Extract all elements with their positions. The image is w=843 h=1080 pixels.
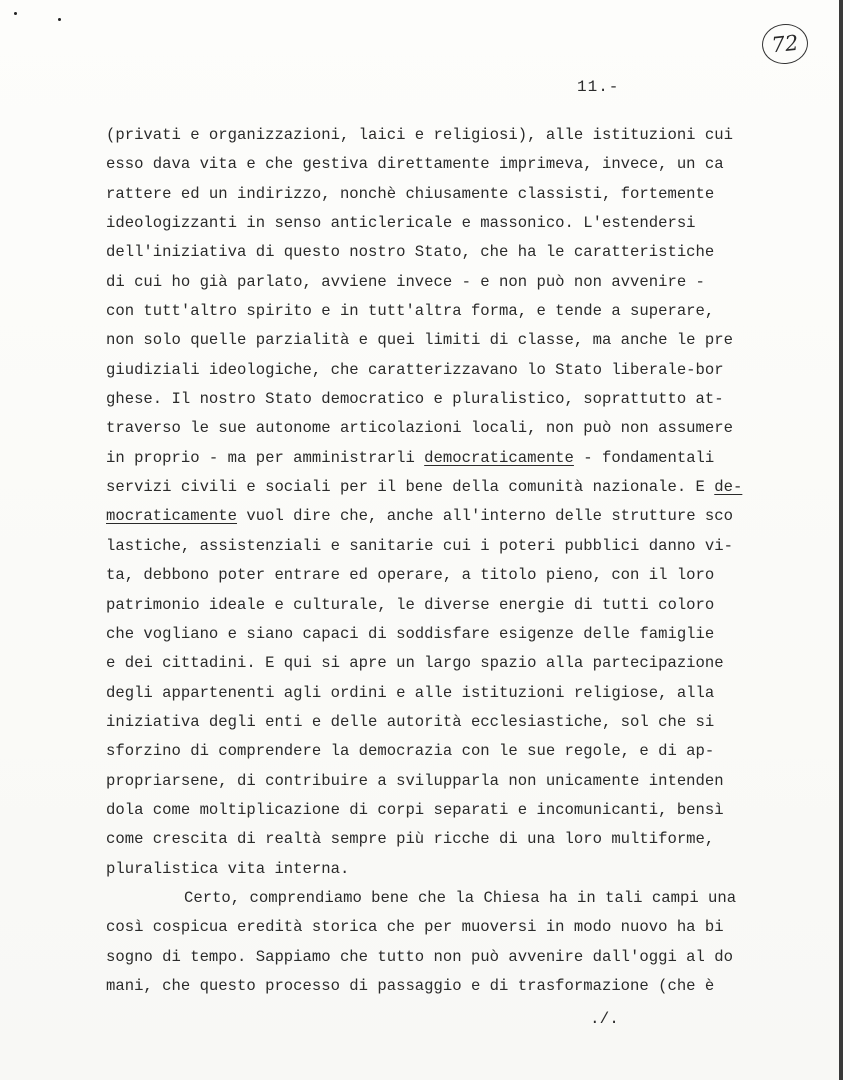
text-segment: come crescita di realtà sempre più ricche di una loro multiforme, [106, 830, 715, 849]
text-line [106, 591, 796, 620]
text-line [106, 796, 796, 825]
text-line [106, 326, 796, 355]
text-line [106, 150, 796, 179]
text-segment: dola come moltiplicazione di corpi separati e incomunicanti, bensì [106, 800, 724, 819]
text-line [106, 268, 796, 297]
text-line [106, 238, 796, 267]
scan-speck [58, 18, 61, 21]
text-segment: degli appartenenti agli ordini e alle istituzioni religiose, alla [106, 683, 715, 702]
text-segment: servizi civili e sociali per il bene della comunità nazionale. E [106, 478, 715, 497]
text-line [106, 561, 796, 590]
page-number: 11.- [577, 78, 620, 96]
text-segment: dell'iniziativa di questo nostro Stato, che ha le caratteristiche [106, 243, 715, 262]
text-segment: Certo, comprendiamo bene che la Chiesa ha in tali campi una [184, 888, 737, 907]
text-segment: - fondamentali [573, 448, 715, 467]
text-line [106, 532, 796, 561]
scan-edge [839, 0, 843, 1080]
text-segment: e dei cittadini. E qui si apre un largo spazio alla partecipazione [106, 654, 724, 673]
text-segment: propriarsene, di contribuire a svilupparla non unicamente intenden [106, 771, 724, 790]
text-line [106, 620, 796, 649]
text-segment: sogno di tempo. Sappiamo che tutto non può avvenire dall'oggi al do [106, 947, 733, 966]
text-segment: vuol dire che, anche all'interno delle strutture sco [237, 507, 733, 526]
text-line [106, 649, 796, 678]
text-line [106, 708, 796, 737]
underlined-word: mocraticamente [106, 507, 238, 526]
underlined-word: democraticamente [424, 448, 574, 467]
text-line [106, 209, 796, 238]
text-segment: giudiziali ideologiche, che caratterizzavano lo Stato liberale-bor [106, 360, 724, 379]
text-segment: ideologizzanti in senso anticlericale e massonico. L'estendersi [106, 214, 696, 233]
text-line [106, 767, 796, 796]
text-line [106, 913, 796, 942]
text-segment: in proprio - ma per amministrarli [106, 448, 425, 467]
text-line [106, 414, 796, 443]
scan-speck [14, 12, 17, 15]
text-segment: iniziativa degli enti e delle autorità ecclesiastiche, sol che si [106, 712, 715, 731]
handwritten-page-stamp: 72 [760, 22, 810, 67]
text-segment: pluralistica vita interna. [106, 859, 350, 878]
text-line [106, 825, 796, 854]
text-line [106, 121, 796, 150]
text-segment: ta, debbono poter entrare ed operare, a titolo pieno, con il loro [106, 566, 715, 585]
text-line [106, 855, 796, 884]
text-line [106, 502, 796, 531]
text-segment: (privati e organizzazioni, laici e religiosi), alle istituzioni cui [106, 126, 733, 144]
body-text [106, 121, 796, 1001]
text-segment: sforzino di comprendere la democrazia con le sue regole, e di ap- [106, 742, 715, 761]
text-line [106, 385, 796, 414]
text-line [106, 972, 796, 1001]
underlined-word: de- [714, 478, 743, 497]
text-segment: non solo quelle parzialità e quei limiti di classe, ma anche le pre [106, 331, 733, 350]
text-line [106, 297, 796, 326]
text-segment: traverso le sue autonome articolazioni locali, non può non assumere [106, 419, 733, 438]
text-line [106, 473, 796, 502]
text-segment: lastiche, assistenziali e sanitarie cui i poteri pubblici danno vi- [106, 536, 733, 555]
text-line [106, 943, 796, 972]
text-segment: ghese. Il nostro Stato democratico e pluralistico, soprattutto at- [106, 390, 724, 409]
continuation-mark: ./. [590, 1010, 619, 1028]
text-line [106, 884, 796, 913]
text-segment: patrimonio ideale e culturale, le diverse energie di tutti coloro [106, 595, 715, 614]
text-segment: rattere ed un indirizzo, nonchè chiusamente classisti, fortemente [106, 184, 715, 203]
text-line [106, 737, 796, 766]
text-line [106, 180, 796, 209]
text-line [106, 679, 796, 708]
text-segment: che vogliano e siano capaci di soddisfare esigenze delle famiglie [106, 624, 715, 643]
text-segment: con tutt'altro spirito e in tutt'altra forma, e tende a superare, [106, 302, 715, 321]
text-segment: così cospicua eredità storica che per muoversi in modo nuovo ha bi [106, 918, 724, 937]
text-segment: di cui ho già parlato, avviene invece - e non può non avvenire - [106, 272, 705, 291]
text-line [106, 444, 796, 473]
text-line [106, 356, 796, 385]
text-segment: esso dava vita e che gestiva direttamente imprimeva, invece, un ca [106, 155, 724, 174]
text-segment: mani, che questo processo di passaggio e di trasformazione (che è [106, 976, 715, 995]
